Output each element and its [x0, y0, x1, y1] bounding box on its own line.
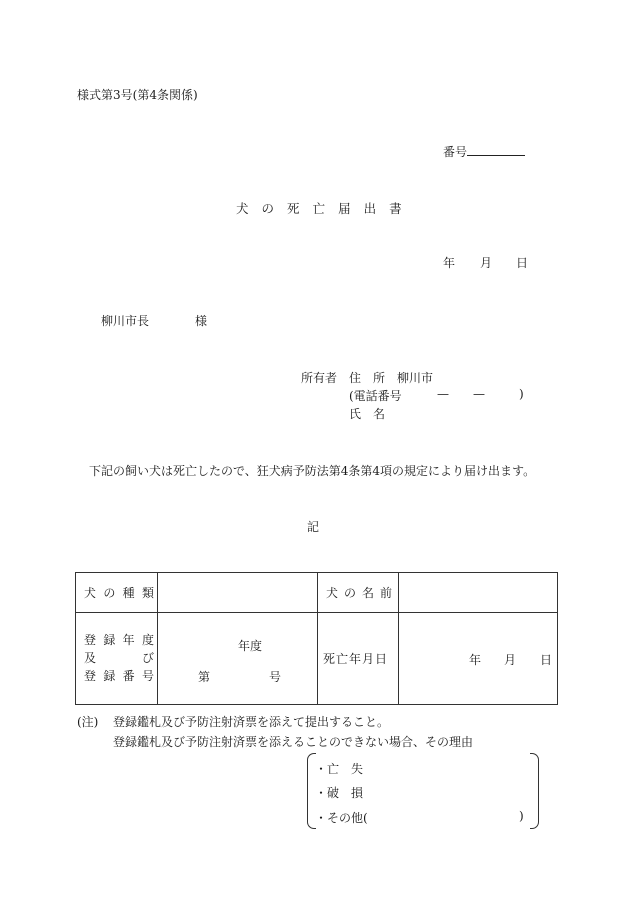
reference-number-underline: [467, 143, 525, 156]
breed-input[interactable]: [158, 573, 318, 613]
label-char: 名: [361, 586, 374, 600]
ki-label: 記: [307, 520, 320, 534]
death-date-label-cell: [318, 613, 399, 705]
dog-name-label-cell: [318, 573, 399, 613]
owner-address-label: 住 所: [349, 371, 386, 385]
title-char: 亡: [312, 201, 326, 216]
note-line-2: 登録鑑札及び予防注射済票を添えることのできない場合、その理由: [113, 735, 474, 749]
label-char: 犬: [326, 586, 339, 600]
document-title: [236, 199, 402, 217]
title-char: 書: [389, 201, 402, 216]
form-number: 様式第3号(第4条関係): [77, 88, 198, 102]
owner-name-label: 氏 名: [349, 407, 386, 421]
owner-address-value[interactable]: 柳川市: [397, 371, 434, 385]
reason-option-lost[interactable]: ・亡 失: [315, 762, 364, 776]
label-char: 度: [141, 633, 154, 647]
date-month-label: 月: [480, 256, 493, 270]
registration-table: [75, 572, 558, 705]
date-year-label: 年: [443, 256, 456, 270]
statement-text: 下記の飼い犬は死亡したので、狂犬病予防法第4条第4項の規定により届け出ます。: [89, 464, 536, 478]
phone-close-paren: ): [519, 387, 524, 401]
death-month-label: 月: [504, 653, 517, 667]
go-label: 号: [269, 670, 282, 684]
owner-phone-label: (電話番号: [349, 389, 402, 403]
label-char: 犬: [84, 586, 97, 600]
label-char: 録: [103, 633, 116, 647]
note-line-1: 登録鑑札及び予防注射済票を添えて提出すること。: [113, 715, 390, 729]
label-char: 種: [122, 586, 135, 600]
label-char: 及: [84, 651, 97, 665]
reason-bracket-right: [530, 753, 539, 829]
death-day-label: 日: [540, 653, 553, 667]
label-char: 登: [84, 669, 97, 683]
phone-dash: —: [473, 387, 485, 401]
title-char: 死: [287, 201, 300, 216]
note-prefix: (注): [77, 715, 99, 729]
label-char: び: [141, 651, 154, 665]
title-char: 届: [338, 201, 351, 216]
registration-input[interactable]: [158, 613, 318, 705]
title-char: 出: [363, 201, 377, 216]
reason-other-close-paren: ): [519, 809, 524, 823]
addressee-name: 柳川市長: [101, 314, 150, 328]
title-char: 犬: [236, 201, 249, 216]
owner-label: 所有者: [301, 371, 338, 385]
dai-label: 第: [198, 670, 211, 684]
label-char: 年: [122, 633, 135, 647]
addressee-honorific: 様: [195, 314, 208, 328]
label-char: の: [343, 586, 356, 600]
breed-label-cell: [76, 573, 158, 613]
label-char: の: [103, 586, 116, 600]
label-char: 録: [103, 669, 116, 683]
title-char: の: [261, 201, 275, 216]
registration-label-cell: [76, 613, 158, 705]
death-date-input[interactable]: [399, 613, 558, 705]
reference-number-field[interactable]: [443, 143, 525, 160]
death-year-label: 年: [469, 653, 482, 667]
label-char: 番: [122, 669, 135, 683]
label-char: 号: [141, 669, 154, 683]
dog-name-input[interactable]: [399, 573, 558, 613]
label-char: 登: [84, 633, 97, 647]
reason-option-other[interactable]: ・その他(: [315, 811, 368, 825]
reason-option-damaged[interactable]: ・破 損: [315, 786, 364, 800]
nendo-label: 年度: [238, 639, 263, 653]
date-day-label: 日: [516, 256, 529, 270]
phone-dash: —: [437, 387, 449, 401]
label-char: 前: [379, 586, 392, 600]
death-date-label: 死亡年月日: [323, 652, 389, 666]
label-char: 類: [141, 586, 154, 600]
reference-number-label: 番号: [443, 145, 468, 159]
